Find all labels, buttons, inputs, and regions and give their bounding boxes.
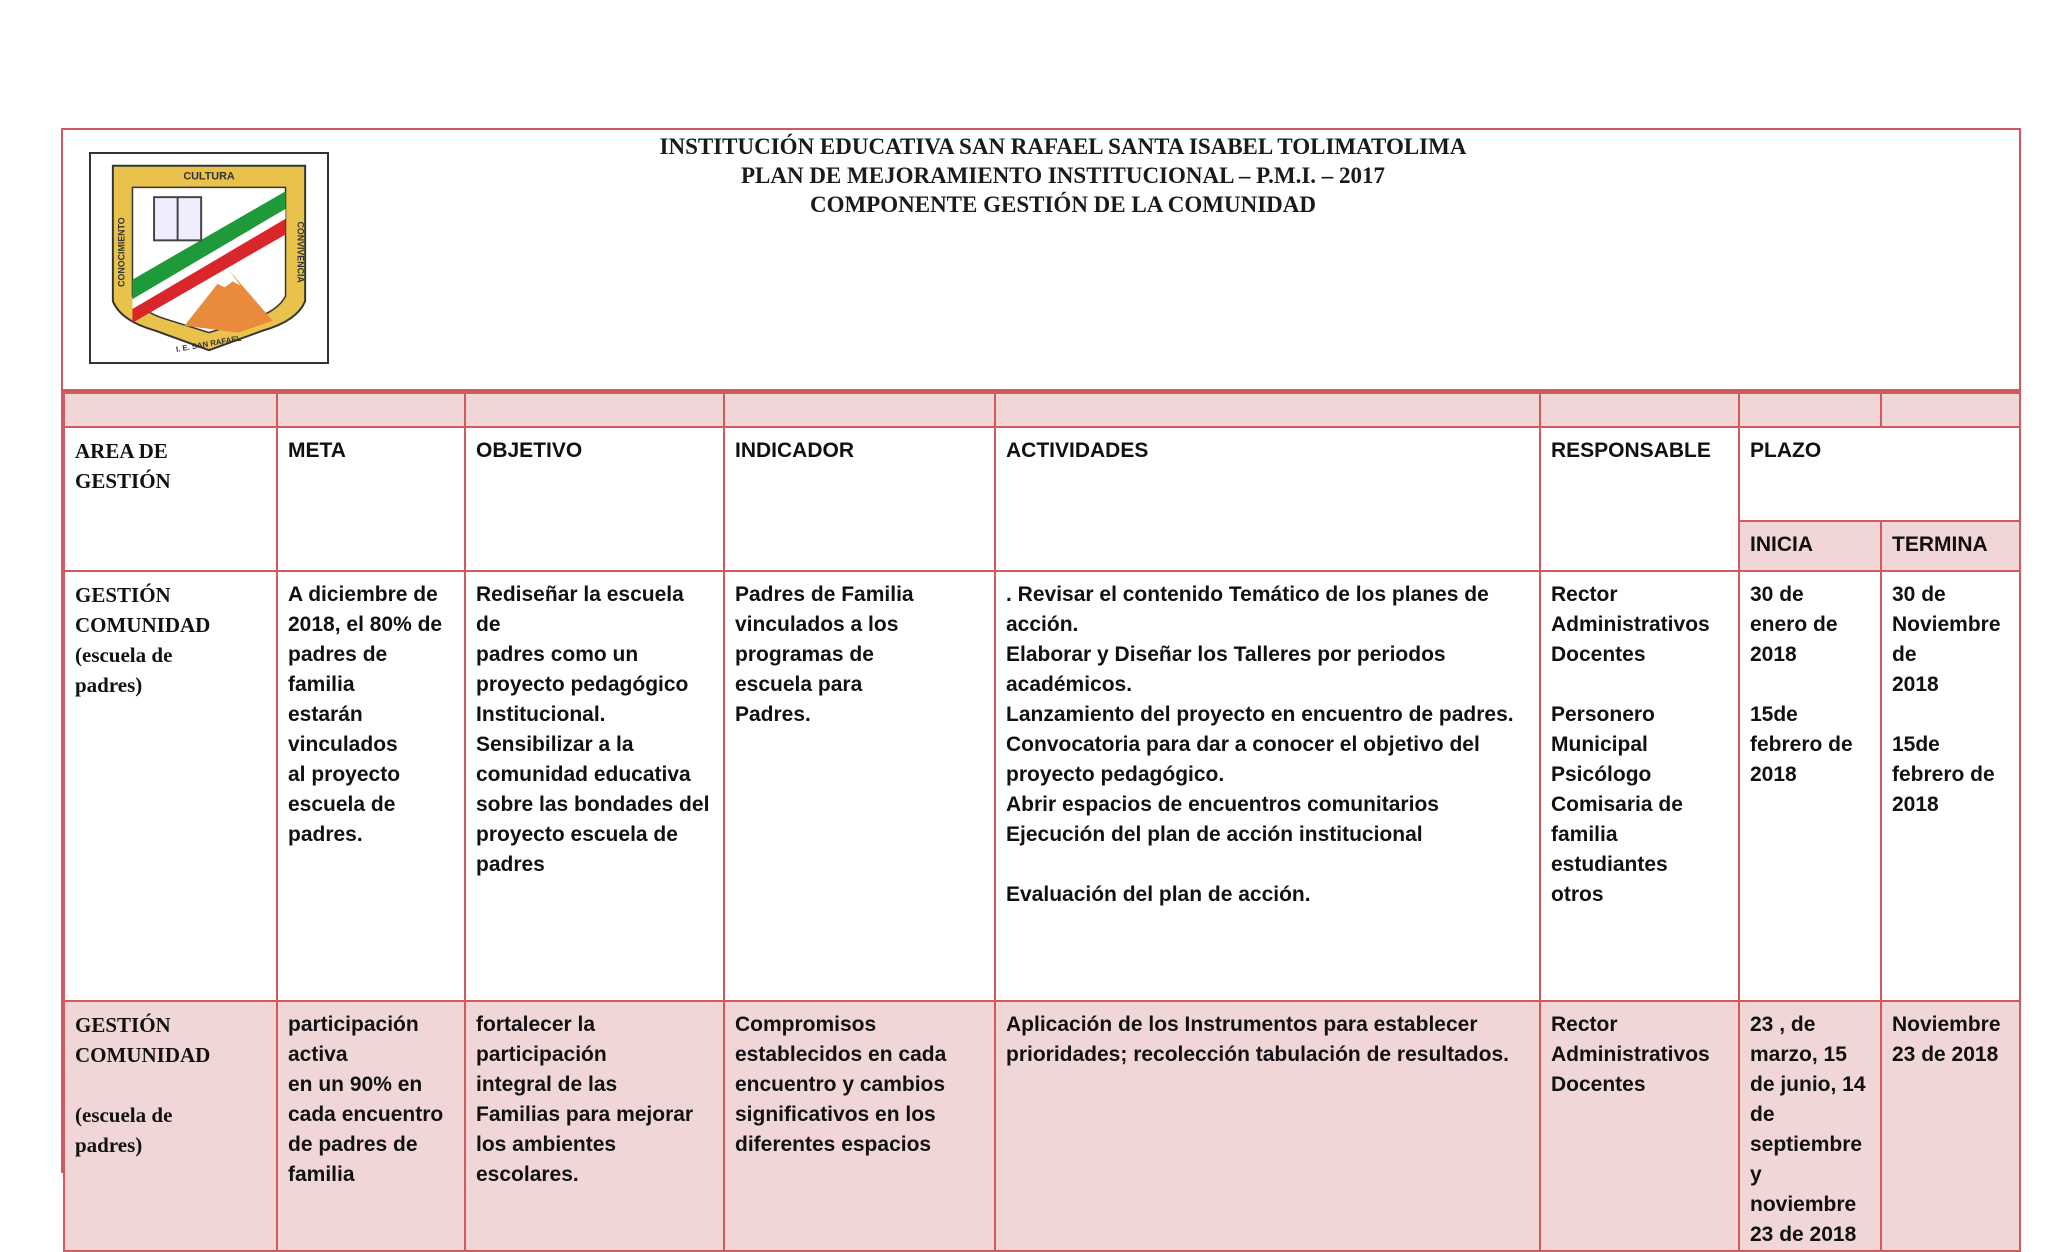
school-logo — [89, 152, 329, 364]
cell-area: GESTIÓN COMUNIDAD (escuela de padres) — [64, 1001, 277, 1251]
header-objetivo: OBJETIVO — [465, 427, 724, 571]
cell-meta: participación activa en un 90% en cada encuentro de padres de familia — [277, 1001, 465, 1251]
cell-meta: A diciembre de 2018, el 80% de padres de familia estarán vinculados al proyecto escuela de padres. — [277, 571, 465, 1001]
table-row — [64, 1001, 2020, 1251]
header-actividades: ACTIVIDADES — [995, 427, 1540, 571]
header-indicador: INDICADOR — [724, 427, 995, 571]
school-crest-icon — [91, 154, 327, 362]
cell-actividades: . Revisar el contenido Temático de los planes de acción. Elaborar y Diseñar los Talleres por periodos académicos. Lanzamiento del proyecto en encuentro de padres. Convocatoria para dar a conocer el objetivo del proyecto pedagógico. Abrir espacios de encuentros comunitarios Ejecución del plan de acción institucional Evaluación del plan de acción. — [995, 571, 1540, 1001]
header-area: AREA DE GESTIÓN — [64, 427, 277, 571]
cell-indicador: Padres de Familia vinculados a los programas de escuela para Padres. — [724, 571, 995, 1001]
cell-area: GESTIÓN COMUNIDAD (escuela de padres) — [64, 571, 277, 1001]
title-line-3: COMPONENTE GESTIÓN DE LA COMUNIDAD — [809, 192, 1317, 217]
table-row — [64, 571, 2020, 1001]
header-responsable: RESPONSABLE — [1540, 427, 1739, 571]
plan-table — [63, 392, 2021, 1252]
header-termina: TERMINA — [1881, 521, 2020, 571]
table-spacer-row — [64, 393, 2020, 427]
document-header — [63, 130, 2019, 392]
cell-inicia: 30 de enero de 2018 15de febrero de 2018 — [1739, 571, 1881, 1001]
document-frame — [61, 128, 2021, 1246]
logo-left-text: CONOCIMIENTO — [116, 217, 127, 287]
logo-bottom-text: I. E. SAN RAFAEL — [175, 333, 242, 355]
header-inicia: INICIA — [1739, 521, 1881, 571]
cell-termina: 30 de Noviembre de 2018 15de febrero de 2018 — [1881, 571, 2020, 1001]
logo-top-text: CULTURA — [183, 170, 235, 183]
cell-responsable: Rector Administrativos Docentes — [1540, 1001, 1739, 1251]
header-plazo: PLAZO — [1739, 427, 2020, 521]
cell-responsable: Rector Administrativos Docentes Personero Municipal Psicólogo Comisaria de familia estudiantes otros — [1540, 571, 1739, 1001]
document-title — [623, 132, 1503, 219]
cell-actividades: Aplicación de los Instrumentos para establecer prioridades; recolección tabulación de resultados. — [995, 1001, 1540, 1251]
cell-objetivo: Rediseñar la escuela de padres como un proyecto pedagógico Institucional. Sensibilizar a la comunidad educativa sobre las bondades del proyecto escuela de padres — [465, 571, 724, 1001]
table-header-row — [64, 427, 2020, 521]
cell-indicador: Compromisos establecidos en cada encuentro y cambios significativos en los diferentes espacios — [724, 1001, 995, 1251]
title-line-2: PLAN DE MEJORAMIENTO INSTITUCIONAL – P.M.I. – 2017 — [740, 163, 1386, 188]
title-line-1: INSTITUCIÓN EDUCATIVA SAN RAFAEL SANTA ISABEL TOLIMATOLIMA — [659, 134, 1467, 159]
cell-objetivo: fortalecer la participación integral de las Familias para mejorar los ambientes escolares. — [465, 1001, 724, 1251]
cell-termina: Noviembre 23 de 2018 — [1881, 1001, 2020, 1251]
header-meta: META — [277, 427, 465, 571]
cell-inicia: 23 , de marzo, 15 de junio, 14 de septiembre y noviembre 23 de 2018 — [1739, 1001, 1881, 1251]
logo-right-text: CONVIVENCIA — [295, 221, 306, 283]
